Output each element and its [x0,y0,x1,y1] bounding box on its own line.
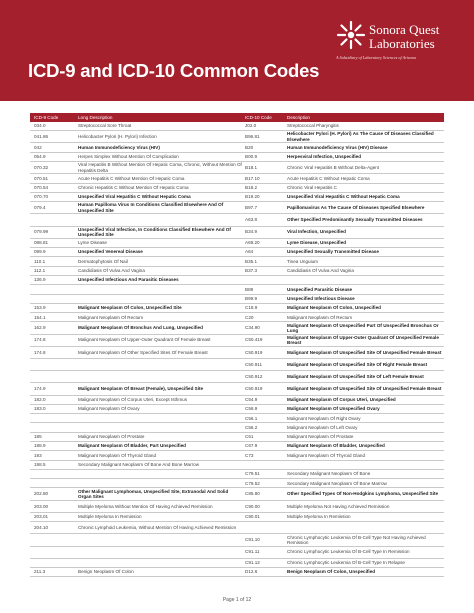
table-row [30,285,444,294]
description-cell: Benign Neoplasm Of Colon, Unspecified [287,569,376,575]
description-cell: Papillomavirus As The Cause Of Diseases Specified Elsewhere [287,205,425,211]
table-row [30,470,444,479]
table-row [30,488,444,500]
table-row [30,335,444,347]
table-row [30,371,444,383]
long-description-cell: Herpes Simplex Without Mention Of Complication [78,154,179,160]
table-row [30,313,444,322]
long-description-cell: Malignant Neoplasm Of Thyroid Gland [78,452,157,458]
header-long-description: Long Description [78,114,113,120]
description-cell: Malignant Neoplasm Of Colon, Unspecified [287,305,381,311]
table-row [30,433,444,442]
icd10-code-cell: C56.2 [245,424,258,430]
description-cell: Herpesviral Infection, Unspecified [287,154,362,160]
table-row [30,143,444,152]
description-cell: Malignant Neoplasm Of Rectum [287,314,353,320]
icd9-code-cell: 099.9 [34,249,46,255]
icd9-code-cell: 198.5 [34,462,46,468]
description-cell: Chronic Viral Hepatitis B Without Delta-Agent [287,164,380,170]
icd9-code-cell: 154.1 [34,314,46,320]
icd9-code-cell: 070.70 [34,194,49,200]
icd10-code-cell: C18.9 [245,305,258,311]
icd10-code-cell: B96.81 [245,134,260,140]
table-row [30,131,444,143]
icd10-code-cell: B00.9 [245,154,258,160]
table-row [30,304,444,313]
description-cell: Malignant Neoplasm Of Bladder, Unspecified [287,443,385,449]
icd10-code-cell: B18.2 [245,185,258,190]
long-description-cell: Chronic Lymphoid Leukemia, Without Mention Of Having Achieved Remission [78,525,237,531]
icd9-code-cell: 153.9 [34,305,46,311]
icd9-code-cell: 070.51 [34,175,49,181]
long-description-cell: Multiple Myeloma In Remission [78,514,142,520]
icd9-code-cell: 174.8 [34,349,46,355]
header-icd10-code: ICD-10 Code [245,114,272,120]
icd9-code-cell: 070.32 [34,164,49,170]
description-cell: Unspecified Sexually Transmitted Disease [287,249,379,255]
description-cell: Multiple Myeloma In Remission [287,514,351,520]
long-description-cell: Malignant Neoplasm Of Breast (Female), Unspecified Site [78,386,204,392]
description-cell: Other Specified Types Of Non-Hodgkins Lymphoma, Unspecified Site [287,491,439,497]
icd9-code-cell: 174.8 [34,337,46,343]
table-row [30,122,444,131]
icd10-code-cell: C67.9 [245,443,258,449]
icd10-code-cell: C50.419 [245,337,263,343]
icd9-code-cell: 041.86 [34,134,49,140]
icd10-code-cell: C56.9 [245,406,258,412]
description-cell: Multiple Myeloma Not Having Achieved Remission [287,503,390,509]
table-header-row [30,113,444,122]
description-cell: Secondary Malignant Neoplasm Of Bone Marrow [287,480,387,486]
icd10-code-cell: B99.9 [245,295,258,301]
icd9-code-cell: 203.00 [34,503,49,509]
icd10-code-cell: B34.9 [245,229,258,235]
logo-mark-icon [336,20,366,50]
icd10-code-cell: C91.12 [245,560,260,566]
icd10-code-cell: C50.911 [245,361,263,367]
description-cell: Unspecified Viral Hepatitis C Without Hepatic Coma [287,194,400,200]
icd10-code-cell: C90.00 [245,503,260,509]
header-icd9-code: ICD-9 Code [34,114,59,120]
long-description-cell: Other Malignant Lymphomas, Unspecified Site, Extranodal And Solid Organ Sites [78,488,229,500]
description-cell: Other Specified Predominantly Sexually Transmitted Diseases [287,217,423,223]
logo-name-line2: Laboratories [369,36,435,51]
table-row [30,193,444,202]
table-row [30,423,444,432]
icd9-code-cell: 211.3 [34,569,46,575]
icd10-code-cell: D12.6 [245,569,258,575]
table-row [30,239,444,248]
icd10-code-cell: C73 [245,452,254,458]
icd9-code-cell: 079.4 [34,205,46,211]
description-cell: Chronic Lymphocytic Leukemia Of B-Cell Type In Remission [287,549,410,555]
icd9-code-cell: 203.01 [34,514,49,520]
icd9-code-cell: 185 [34,434,42,440]
table-row [30,227,444,239]
icd10-code-cell: A63.8 [245,217,258,223]
icd10-code-cell: C34.90 [245,325,260,331]
table-row [30,547,444,559]
icd9-code-cell: 162.9 [34,325,46,331]
table-row [30,414,444,423]
table-row [30,396,444,405]
icd10-code-cell: B35.1 [245,258,258,264]
long-description-cell: Malignant Neoplasm Of Ovary [78,406,140,412]
long-description-cell: Candidiasis Of Vulva And Vagina [78,268,145,274]
description-cell: Secondary Malignant Neoplasm Of Bone [287,471,371,477]
long-description-cell: Unspecified Viral Hepatitis C Without Hepatic Coma [78,194,191,200]
long-description-cell: Acute Hepatitis C Without Mention Of Hepatic Coma [78,175,185,181]
description-cell: Acute Hepatitis C Without Hepatic Coma [287,175,370,181]
table-row [30,405,444,414]
header-banner [0,0,474,101]
icd9-code-cell: 136.9 [34,277,46,283]
icd10-code-cell: A64 [245,249,254,255]
table-row [30,513,444,522]
table-row [30,184,444,193]
long-description-cell: Streptococcal Sore Throat [78,123,132,129]
description-cell: Malignant Neoplasm Of Unspecified Site Of Unspecified Female Breast [287,386,442,392]
icd10-code-cell: C50.912 [245,374,263,380]
description-cell: Human Immunodeficiency Virus (HIV) Disease [287,144,388,150]
table-row [30,522,444,534]
icd10-code-cell: A69.20 [245,240,260,246]
description-cell: Malignant Neoplasm Of Unspecified Site Of Right Female Breast [287,361,428,367]
description-cell: Lyme Disease, Unspecified [287,240,347,246]
description-cell: Helicobacter Pylori (H. Pylori) As The Cause Of Diseases Classified Elsewhere [287,131,434,142]
page-title: ICD-9 and ICD-10 Common Codes [28,60,320,81]
icd9-code-cell: 174.9 [34,386,46,392]
long-description-cell: Malignant Neoplasm Of Upper-Outer Quadrant Of Female Breast [78,337,211,343]
icd10-code-cell: C50.919 [245,349,263,355]
icd10-code-cell: B19.20 [245,194,260,200]
long-description-cell: Malignant Neoplasm Of Bladder, Part Unspecified [78,443,186,449]
description-cell: Chronic Lymphocytic Leukemia Of B-Cell Type Not Having Achieved Remission [287,534,426,545]
table-row [30,451,444,460]
long-description-cell: Malignant Neoplasm Of Bronchus And Lung, Unspecified [78,325,203,331]
icd10-code-cell: C50.919 [245,386,263,392]
description-cell: Malignant Neoplasm Of Unspecified Site Of Left Female Breast [287,374,424,380]
icd9-code-cell: 112.1 [34,268,46,274]
long-description-cell: Dermatophytosis Of Nail [78,258,128,264]
long-description-cell: Unspecified Venereal Disease [78,249,143,255]
table-row [30,248,444,257]
description-cell: Malignant Neoplasm Of Thyroid Gland [287,452,366,458]
icd10-code-cell: C91.11 [245,549,260,555]
table-row [30,257,444,266]
long-description-cell: Benign Neoplasm Of Colon [78,569,134,575]
icd10-code-cell: B89 [245,286,254,292]
table-row [30,347,444,359]
long-description-cell: Helicobacter Pylori (H. Pylori) Infection [78,134,157,140]
description-cell: Malignant Neoplasm Of Unspecified Part Of Unspecified Bronchus Or Lung [287,322,439,333]
icd9-code-cell: 042 [34,144,42,150]
table-row [30,202,444,214]
description-cell: Chronic Viral Hepatitis C [287,185,337,190]
long-description-cell: Unspecified Viral Infection, In Conditions Classified Elsewhere And Of Unspecified Site [78,226,231,238]
logo-name-line1: Sonora Quest [369,22,440,37]
icd10-code-cell: J02.0 [245,123,257,129]
description-cell: Unspecified Infectious Disease [287,295,355,301]
table-row [30,174,444,183]
description-cell: Candidiasis Of Vulva And Vagina [287,268,354,274]
long-description-cell: Malignant Neoplasm Of Rectum [78,314,144,320]
table-row [30,295,444,304]
description-cell: Malignant Neoplasm Of Corpus Uteri, Unspecified [287,396,396,402]
long-description-cell: Viral Hepatitis B Without Mention Of Hepatic Coma, Chronic, Without Mention Of Hepatitis Delta [78,162,242,173]
description-cell: Malignant Neoplasm Of Upper-Outer Quadrant Of Unspecified Female Breast [287,334,439,346]
icd10-code-cell: C85.80 [245,491,260,497]
icd10-code-cell: B37.3 [245,268,258,274]
long-description-cell: Multiple Myeloma Without Mention Of Having Achieved Remission [78,503,213,509]
icd9-code-cell: 110.1 [34,258,46,264]
long-description-cell: Unspecified Infectious And Parasitic Diseases [78,277,179,283]
description-cell: Malignant Neoplasm Of Unspecified Site Of Unspecified Female Breast [287,349,442,355]
sonora-quest-logo [336,20,466,66]
table-row [30,322,444,334]
icd10-code-cell: C91.10 [245,537,260,543]
icd10-code-cell: B18.1 [245,164,258,170]
icd9-code-cell: 079.99 [34,229,49,235]
description-cell: Chronic Lymphocytic Leukemia Of B-Cell Type In Relapse [287,560,405,566]
long-description-cell: Chronic Hepatitis C Without Mention Of Hepatic Coma [78,185,189,190]
table-row [30,383,444,395]
description-cell: Malignant Neoplasm Of Left Ovary [287,424,358,430]
icd10-code-cell: C56.1 [245,415,258,421]
icd10-code-cell: C79.51 [245,471,260,477]
table-row [30,559,444,568]
long-description-cell: Malignant Neoplasm Of Colon, Unspecified Site [78,305,182,311]
icd9-code-cell: 202.80 [34,491,49,497]
icd9-code-cell: 088.81 [34,240,49,246]
table-row [30,534,444,546]
icd10-code-cell: C54.9 [245,396,258,402]
description-cell: Malignant Neoplasm Of Prostate [287,434,354,440]
icd10-code-cell: C90.01 [245,514,260,520]
description-cell: Malignant Neoplasm Of Right Ovary [287,415,361,421]
icd10-code-cell: C20 [245,314,254,320]
icd10-code-cell: B17.10 [245,175,260,181]
table-row [30,568,444,577]
table-row [30,479,444,488]
description-cell: Tinea Unguium [287,258,318,264]
icd9-code-cell: 183.0 [34,406,46,412]
long-description-cell: Malignant Neoplasm Of Corpus Uteri, Except Isthmus [78,396,188,402]
table-row [30,501,444,513]
long-description-cell: Malignant Neoplasm Of Other Specified Sites Of Female Breast [78,349,208,355]
long-description-cell: Human Immunodeficiency Virus (HIV) [78,144,160,150]
header-description: Description [287,114,310,120]
icd9-code-cell: 188.9 [34,443,46,449]
long-description-cell: Lyme Disease [78,240,107,246]
table-row [30,442,444,451]
icd9-code-cell: 054.9 [34,154,46,160]
description-cell: Malignant Neoplasm Of Unspecified Ovary [287,406,380,412]
icd9-code-cell: 204.10 [34,525,49,531]
icd10-code-cell: B20 [245,144,254,150]
icd9-code-cell: 182.0 [34,396,46,402]
long-description-cell: Malignant Neoplasm Of Prostate [78,434,145,440]
logo-tagline: A Subsidiary of Laboratory Sciences of Arizona [336,55,416,60]
table-row [30,162,444,174]
codes-table [30,113,444,577]
icd10-code-cell: B97.7 [245,205,258,211]
table-row [30,214,444,226]
icd9-code-cell: 193 [34,452,42,458]
page-number: Page 1 of 12 [222,597,252,603]
icd10-code-cell: C61 [245,434,254,440]
table-body [30,122,444,577]
table-row [30,267,444,276]
long-description-cell: Secondary Malignant Neoplasm Of Bone And Bone Marrow [78,462,200,468]
description-cell: Unspecified Parasitic Disease [287,286,353,292]
table-row [30,276,444,285]
table-row [30,461,444,470]
long-description-cell: Human Papilloma Virus In Conditions Classified Elsewhere And Of Unspecified Site [78,202,224,213]
description-cell: Streptococcal Pharyngitis [287,123,339,129]
icd10-code-cell: C79.52 [245,480,260,486]
table-row [30,153,444,162]
icd9-code-cell: 034.0 [34,123,46,129]
icd9-code-cell: 070.54 [34,185,49,190]
description-cell: Viral Infection, Unspecified [287,229,346,235]
table-row [30,359,444,371]
